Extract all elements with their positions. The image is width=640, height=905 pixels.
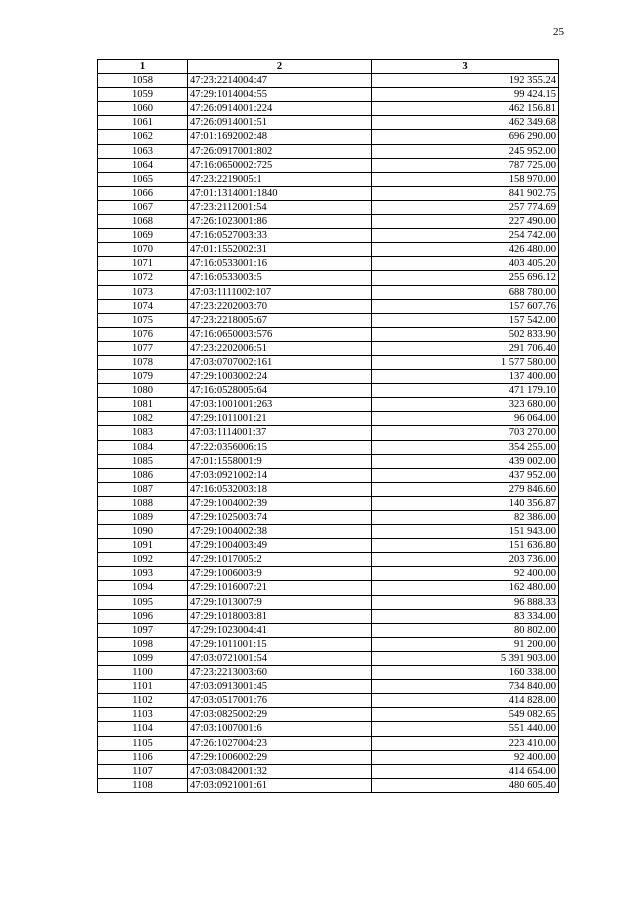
cadastral-number: 47:26:1027004:23 [188, 736, 372, 750]
cadastral-value: 403 405.20 [372, 257, 559, 271]
cadastral-number: 47:01:1314001:1840 [188, 186, 372, 200]
cadastral-number: 47:29:1004002:39 [188, 496, 372, 510]
cadastral-number: 47:29:1018003:81 [188, 609, 372, 623]
cadastral-value: 257 774.69 [372, 200, 559, 214]
row-number: 1068 [98, 215, 188, 229]
cadastral-value: 227 490.00 [372, 215, 559, 229]
row-number: 1078 [98, 355, 188, 369]
column-header-1: 1 [98, 60, 188, 74]
cadastral-value: 437 952.00 [372, 468, 559, 482]
cadastral-value: 549 082.65 [372, 708, 559, 722]
cadastral-number: 47:03:0825002:29 [188, 708, 372, 722]
table-row [98, 341, 559, 355]
table-row [98, 116, 559, 130]
table-row [98, 398, 559, 412]
table-row [98, 680, 559, 694]
cadastral-number: 47:03:1001001:263 [188, 398, 372, 412]
row-number: 1058 [98, 74, 188, 88]
row-number: 1084 [98, 440, 188, 454]
table-body [98, 74, 559, 793]
cadastral-value: 291 706.40 [372, 341, 559, 355]
data-table [97, 59, 559, 793]
cadastral-number: 47:16:0650003:576 [188, 327, 372, 341]
table-row [98, 750, 559, 764]
table-row [98, 299, 559, 313]
cadastral-value: 734 840.00 [372, 680, 559, 694]
cadastral-number: 47:29:1014004:55 [188, 88, 372, 102]
table-row [98, 172, 559, 186]
cadastral-number: 47:26:0914001:51 [188, 116, 372, 130]
table-row [98, 567, 559, 581]
cadastral-value: 151 943.00 [372, 525, 559, 539]
row-number: 1096 [98, 609, 188, 623]
cadastral-value: 502 833.90 [372, 327, 559, 341]
cadastral-value: 414 654.00 [372, 764, 559, 778]
row-number: 1062 [98, 130, 188, 144]
row-number: 1060 [98, 102, 188, 116]
cadastral-value: 96 888.33 [372, 595, 559, 609]
row-number: 1083 [98, 426, 188, 440]
cadastral-value: 462 349.68 [372, 116, 559, 130]
row-number: 1100 [98, 666, 188, 680]
cadastral-value: 5 391 903.00 [372, 651, 559, 665]
cadastral-number: 47:23:2219005:1 [188, 172, 372, 186]
cadastral-value: 91 200.00 [372, 637, 559, 651]
table-row [98, 285, 559, 299]
column-header-3: 3 [372, 60, 559, 74]
cadastral-value: 471 179.10 [372, 384, 559, 398]
row-number: 1080 [98, 384, 188, 398]
row-number: 1081 [98, 398, 188, 412]
table-row [98, 186, 559, 200]
cadastral-number: 47:29:1025003:74 [188, 511, 372, 525]
table-row [98, 144, 559, 158]
cadastral-number: 47:03:0517001:76 [188, 694, 372, 708]
cadastral-number: 47:29:1011001:21 [188, 412, 372, 426]
row-number: 1090 [98, 525, 188, 539]
row-number: 1086 [98, 468, 188, 482]
cadastral-number: 47:23:2112001:54 [188, 200, 372, 214]
cadastral-value: 162 480.00 [372, 581, 559, 595]
row-number: 1085 [98, 454, 188, 468]
cadastral-number: 47:16:0533001:16 [188, 257, 372, 271]
cadastral-value: 80 802.00 [372, 623, 559, 637]
cadastral-value: 203 736.00 [372, 553, 559, 567]
row-number: 1091 [98, 539, 188, 553]
cadastral-value: 82 386.00 [372, 511, 559, 525]
cadastral-number: 47:29:1011001:15 [188, 637, 372, 651]
cadastral-value: 160 338.00 [372, 666, 559, 680]
table-row [98, 229, 559, 243]
cadastral-number: 47:03:0921002:14 [188, 468, 372, 482]
cadastral-value: 245 952.00 [372, 144, 559, 158]
row-number: 1092 [98, 553, 188, 567]
row-number: 1095 [98, 595, 188, 609]
cadastral-value: 279 846.60 [372, 482, 559, 496]
row-number: 1077 [98, 341, 188, 355]
cadastral-value: 157 542.00 [372, 313, 559, 327]
cadastral-value: 140 356.87 [372, 496, 559, 510]
row-number: 1105 [98, 736, 188, 750]
table-row [98, 102, 559, 116]
cadastral-number: 47:29:1023004:41 [188, 623, 372, 637]
table-row [98, 525, 559, 539]
table-header-row [98, 60, 559, 74]
row-number: 1079 [98, 370, 188, 384]
cadastral-value: 703 270.00 [372, 426, 559, 440]
table-row [98, 736, 559, 750]
table-row [98, 609, 559, 623]
cadastral-value: 254 742.00 [372, 229, 559, 243]
table-row [98, 666, 559, 680]
cadastral-value: 426 480.00 [372, 243, 559, 257]
row-number: 1088 [98, 496, 188, 510]
cadastral-value: 157 607.76 [372, 299, 559, 313]
row-number: 1063 [98, 144, 188, 158]
table-row [98, 581, 559, 595]
row-number: 1069 [98, 229, 188, 243]
table-row [98, 623, 559, 637]
row-number: 1066 [98, 186, 188, 200]
table-row [98, 722, 559, 736]
table-row [98, 327, 559, 341]
table-row [98, 426, 559, 440]
cadastral-value: 841 902.75 [372, 186, 559, 200]
cadastral-number: 47:16:0650002:725 [188, 158, 372, 172]
cadastral-value: 1 577 580.00 [372, 355, 559, 369]
cadastral-number: 47:26:0917001:802 [188, 144, 372, 158]
cadastral-value: 462 156.81 [372, 102, 559, 116]
table-row [98, 370, 559, 384]
cadastral-number: 47:29:1013007:9 [188, 595, 372, 609]
cadastral-value: 255 696.12 [372, 271, 559, 285]
cadastral-number: 47:23:2214004:47 [188, 74, 372, 88]
row-number: 1089 [98, 511, 188, 525]
cadastral-value: 92 400.00 [372, 750, 559, 764]
cadastral-number: 47:23:2213003:60 [188, 666, 372, 680]
table-row [98, 200, 559, 214]
cadastral-number: 47:03:0913001:45 [188, 680, 372, 694]
cadastral-value: 137 400.00 [372, 370, 559, 384]
cadastral-number: 47:29:1004002:38 [188, 525, 372, 539]
row-number: 1065 [98, 172, 188, 186]
table-row [98, 651, 559, 665]
table-row [98, 496, 559, 510]
table-row [98, 482, 559, 496]
row-number: 1070 [98, 243, 188, 257]
cadastral-value: 414 828.00 [372, 694, 559, 708]
cadastral-value: 83 334.00 [372, 609, 559, 623]
table-row [98, 539, 559, 553]
cadastral-number: 47:23:2202006:51 [188, 341, 372, 355]
row-number: 1102 [98, 694, 188, 708]
cadastral-number: 47:29:1003002:24 [188, 370, 372, 384]
row-number: 1106 [98, 750, 188, 764]
row-number: 1107 [98, 764, 188, 778]
cadastral-number: 47:26:1023001:86 [188, 215, 372, 229]
cadastral-value: 696 290.00 [372, 130, 559, 144]
column-header-2: 2 [188, 60, 372, 74]
cadastral-number: 47:03:0842001:32 [188, 764, 372, 778]
cadastral-number: 47:16:0528005:64 [188, 384, 372, 398]
table-row [98, 257, 559, 271]
table-row [98, 553, 559, 567]
table-row [98, 440, 559, 454]
cadastral-number: 47:03:0707002:161 [188, 355, 372, 369]
row-number: 1059 [98, 88, 188, 102]
row-number: 1075 [98, 313, 188, 327]
cadastral-number: 47:01:1558001:9 [188, 454, 372, 468]
cadastral-number: 47:23:2218005:67 [188, 313, 372, 327]
cadastral-value: 787 725.00 [372, 158, 559, 172]
table-row [98, 778, 559, 792]
cadastral-value: 96 064.00 [372, 412, 559, 426]
cadastral-number: 47:03:1111002:107 [188, 285, 372, 299]
cadastral-value: 92 400.00 [372, 567, 559, 581]
cadastral-number: 47:03:1114001:37 [188, 426, 372, 440]
cadastral-value: 323 680.00 [372, 398, 559, 412]
row-number: 1082 [98, 412, 188, 426]
table-row [98, 243, 559, 257]
table-row [98, 595, 559, 609]
table-row [98, 384, 559, 398]
cadastral-value: 480 605.40 [372, 778, 559, 792]
cadastral-value: 158 970.00 [372, 172, 559, 186]
row-number: 1094 [98, 581, 188, 595]
table-row [98, 130, 559, 144]
cadastral-number: 47:26:0914001:224 [188, 102, 372, 116]
table-row [98, 355, 559, 369]
cadastral-number: 47:23:2202003:70 [188, 299, 372, 313]
table-row [98, 694, 559, 708]
cadastral-number: 47:16:0532003:18 [188, 482, 372, 496]
table-row [98, 88, 559, 102]
table-row [98, 637, 559, 651]
cadastral-number: 47:29:1004003:49 [188, 539, 372, 553]
row-number: 1098 [98, 637, 188, 651]
table-row [98, 271, 559, 285]
table-row [98, 511, 559, 525]
row-number: 1103 [98, 708, 188, 722]
row-number: 1093 [98, 567, 188, 581]
row-number: 1071 [98, 257, 188, 271]
row-number: 1064 [98, 158, 188, 172]
table-row [98, 313, 559, 327]
cadastral-number: 47:29:1006003:9 [188, 567, 372, 581]
cadastral-value: 439 002.00 [372, 454, 559, 468]
cadastral-number: 47:29:1016007:21 [188, 581, 372, 595]
page-number: 25 [553, 26, 564, 38]
cadastral-number: 47:16:0533003:5 [188, 271, 372, 285]
row-number: 1067 [98, 200, 188, 214]
cadastral-value: 151 636.80 [372, 539, 559, 553]
cadastral-number: 47:03:0721001:54 [188, 651, 372, 665]
row-number: 1072 [98, 271, 188, 285]
cadastral-number: 47:01:1692002:48 [188, 130, 372, 144]
row-number: 1108 [98, 778, 188, 792]
row-number: 1076 [98, 327, 188, 341]
table-row [98, 468, 559, 482]
cadastral-number: 47:29:1017005:2 [188, 553, 372, 567]
cadastral-value: 354 255.00 [372, 440, 559, 454]
cadastral-value: 192 355.24 [372, 74, 559, 88]
cadastral-value: 223 410.00 [372, 736, 559, 750]
row-number: 1097 [98, 623, 188, 637]
row-number: 1073 [98, 285, 188, 299]
cadastral-number: 47:16:0527003:33 [188, 229, 372, 243]
row-number: 1087 [98, 482, 188, 496]
table-row [98, 74, 559, 88]
cadastral-value: 688 780.00 [372, 285, 559, 299]
table-row [98, 412, 559, 426]
cadastral-number: 47:03:0921001:61 [188, 778, 372, 792]
table-row [98, 454, 559, 468]
row-number: 1074 [98, 299, 188, 313]
cadastral-value: 551 440.00 [372, 722, 559, 736]
row-number: 1061 [98, 116, 188, 130]
table-row [98, 158, 559, 172]
cadastral-number: 47:03:1007001:6 [188, 722, 372, 736]
cadastral-number: 47:01:1552002:31 [188, 243, 372, 257]
cadastral-value: 99 424.15 [372, 88, 559, 102]
table-row [98, 215, 559, 229]
cadastral-number: 47:22:0356006:15 [188, 440, 372, 454]
row-number: 1104 [98, 722, 188, 736]
row-number: 1101 [98, 680, 188, 694]
row-number: 1099 [98, 651, 188, 665]
table-row [98, 708, 559, 722]
cadastral-number: 47:29:1006002:29 [188, 750, 372, 764]
table-row [98, 764, 559, 778]
